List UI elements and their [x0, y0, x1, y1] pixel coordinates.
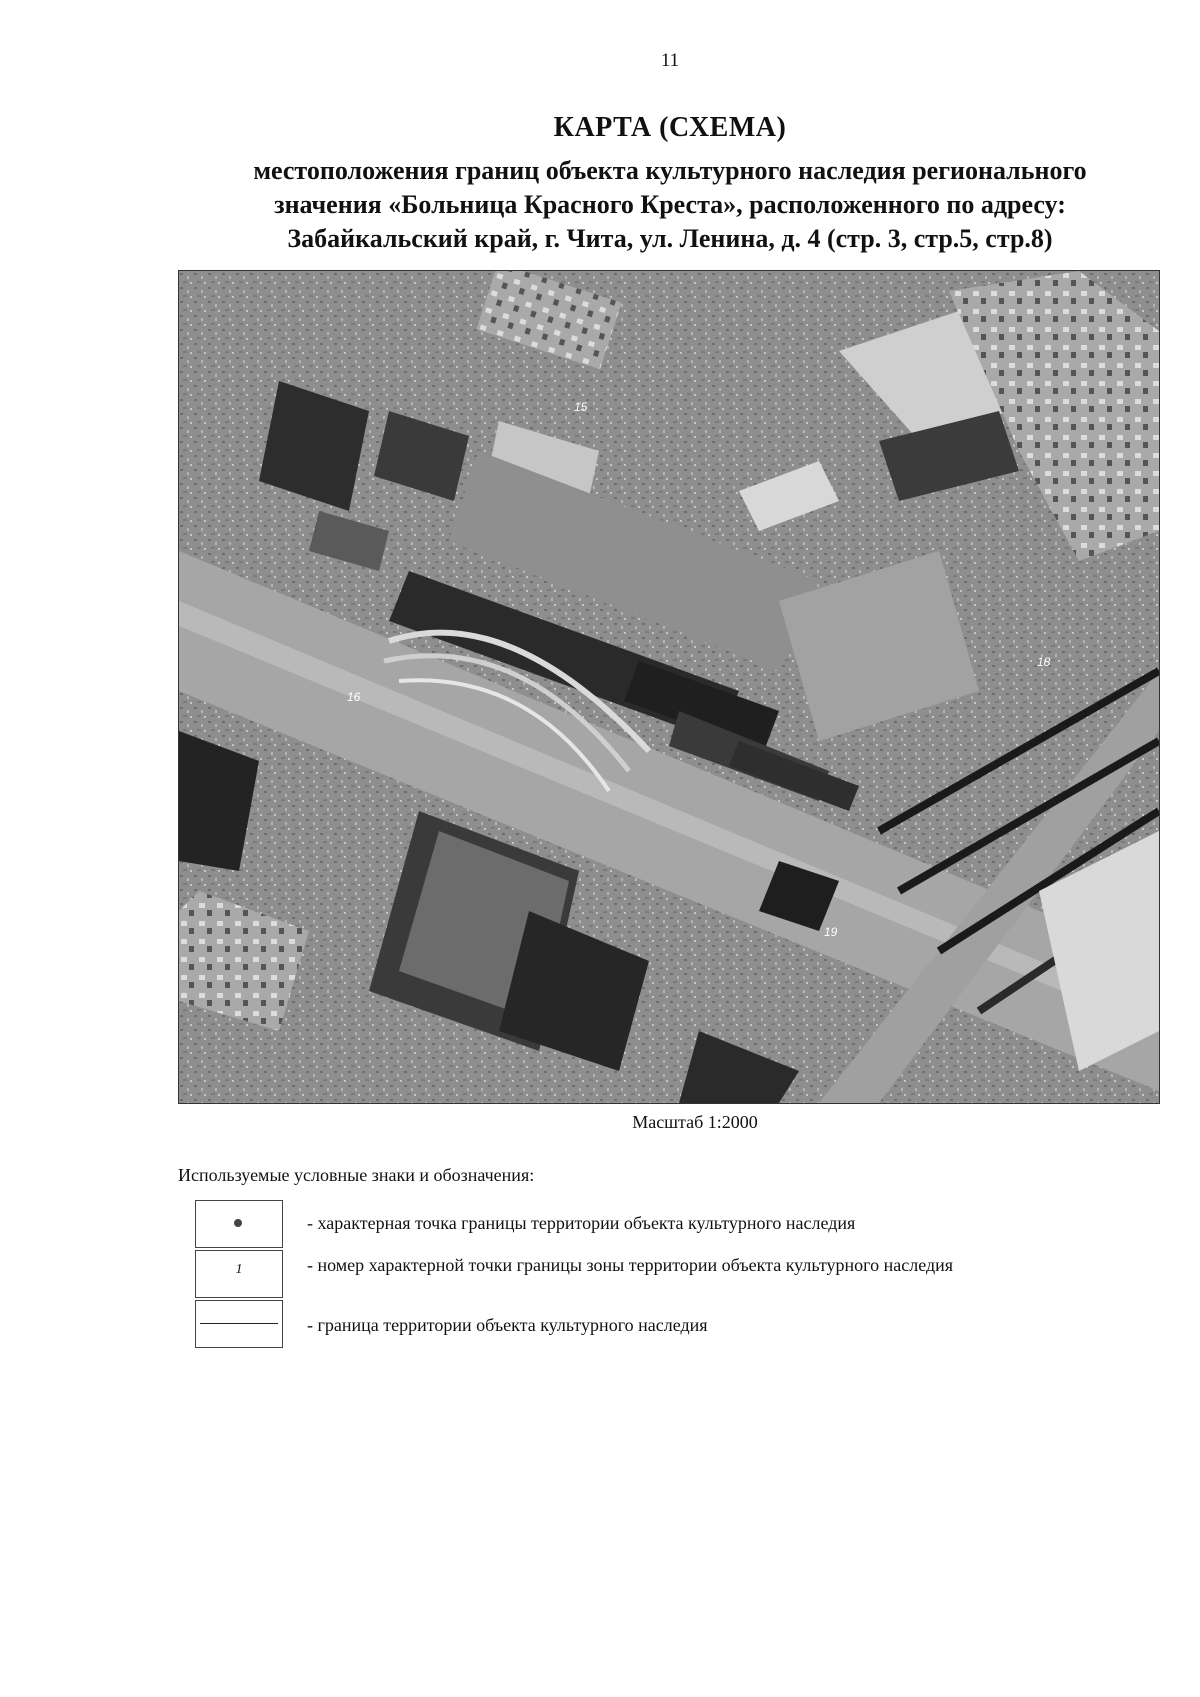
legend-symbol-box: [195, 1200, 283, 1248]
title-block: [150, 112, 1190, 256]
legend-title: Используемые условные знаки и обозначения:: [178, 1165, 535, 1185]
legend-text-point: - характерная точка границы территории объекта культурного наследия: [307, 1213, 856, 1233]
point-label-15: 15: [574, 400, 588, 414]
line-icon: [200, 1323, 278, 1324]
point-number-symbol: 1: [235, 1262, 243, 1277]
title-line-3: Забайкальский край, г. Чита, ул. Ленина, д. 4 (стр. 3, стр.5, стр.8): [287, 224, 1053, 253]
point-label-16: 16: [347, 690, 361, 704]
aerial-map: [178, 270, 1160, 1104]
legend-text-number: - номер характерной точки границы зоны территории объекта культурного наследия: [307, 1255, 954, 1275]
point-label-18: 18: [1037, 655, 1051, 669]
legend-text-boundary: - граница территории объекта культурного наследия: [307, 1315, 708, 1335]
document-title: КАРТА (СХЕМА): [553, 112, 787, 143]
page-number: 11: [660, 50, 680, 71]
aerial-map-image: [179, 271, 1159, 1103]
legend-symbol-box: [195, 1300, 283, 1348]
title-line-1: местоположения границ объекта культурного наследия регионального: [253, 156, 1087, 185]
dot-icon: [234, 1219, 242, 1227]
point-label-19: 19: [824, 925, 838, 939]
map-scale: Масштаб 1:2000: [632, 1112, 758, 1132]
title-line-2: значения «Больница Красного Креста», расположенного по адресу:: [274, 190, 1066, 219]
legend-symbol-box: [195, 1250, 283, 1298]
